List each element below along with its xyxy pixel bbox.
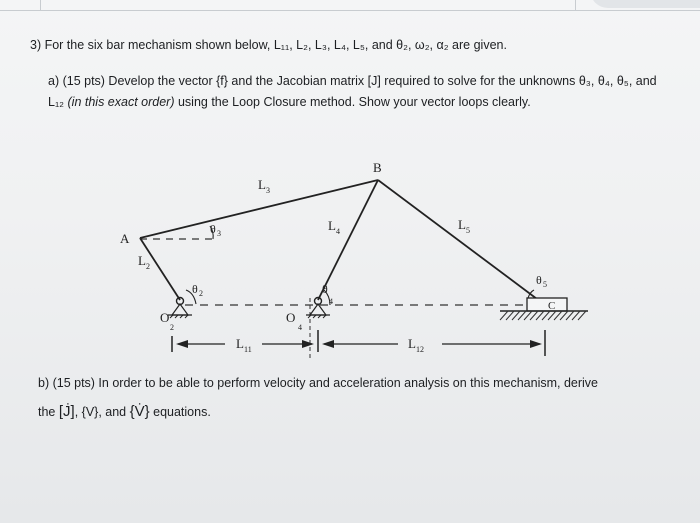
L3-label: L <box>258 177 266 192</box>
slider-C <box>500 298 588 320</box>
point-B-label: B <box>373 160 382 175</box>
theta3-label: θ <box>210 222 216 236</box>
L12-label: L <box>408 336 416 351</box>
point-C-label: C <box>548 300 556 312</box>
theta5-label: θ <box>536 273 542 287</box>
O2-subscript: 2 <box>170 323 174 332</box>
L3-subscript: 3 <box>266 186 270 195</box>
L11-subscript: 11 <box>244 345 252 354</box>
part-b-middle: , {V}, and <box>74 405 130 419</box>
link-L5 <box>378 180 545 305</box>
L4-label: L <box>328 218 336 233</box>
part-a-L12: L₁₂ <box>48 95 65 109</box>
part-b-line-1: b) (15 pts) In order to be able to perform velocity and acceleration analysis on this mechanism, derive <box>38 376 598 390</box>
theta5-subscript: 5 <box>543 280 547 289</box>
point-A-label: A <box>120 231 130 246</box>
theta2-subscript: 2 <box>199 289 203 298</box>
theta3-subscript: 3 <box>217 229 221 238</box>
O2-label: O <box>160 310 170 325</box>
part-a-line-1: a) (15 pts) Develop the vector {f} and the Jacobian matrix [J] required to solve for the unknowns θ₃, θ₄, θ₅, and <box>48 74 657 88</box>
question-statement: 3) For the six bar mechanism shown below, L₁₁, L₂, L₃, L₄, L₅, and θ₂, ω₂, α₂ are given. <box>30 38 507 52</box>
part-a-order-note: (in this exact order) <box>64 95 175 109</box>
L2-label: L <box>138 253 146 268</box>
part-b-prefix: the <box>38 405 59 419</box>
L4-subscript: 4 <box>336 227 340 236</box>
L12-dimension-arrows <box>322 340 542 348</box>
theta4-label: θ <box>322 282 328 296</box>
theta2-label: θ <box>192 282 198 296</box>
ground-pivot-O2 <box>168 298 192 319</box>
L12-subscript: 12 <box>416 345 424 354</box>
v-dot-vector-symbol: {V̇} <box>129 403 150 420</box>
L11-label: L <box>236 336 244 351</box>
O4-label: O <box>286 310 296 325</box>
j-dot-matrix-symbol: [J̇] <box>58 403 75 420</box>
part-b-line-2 <box>38 403 211 420</box>
L2-subscript: 2 <box>146 262 150 271</box>
O4-subscript: 4 <box>298 323 302 332</box>
L5-label: L <box>458 217 466 232</box>
part-b-suffix: equations. <box>149 405 211 419</box>
L5-subscript: 5 <box>466 226 470 235</box>
part-a-loop-instruction: using the Loop Closure method. Show your vector loops clearly. <box>174 95 531 109</box>
theta4-subscript: 4 <box>329 297 333 306</box>
